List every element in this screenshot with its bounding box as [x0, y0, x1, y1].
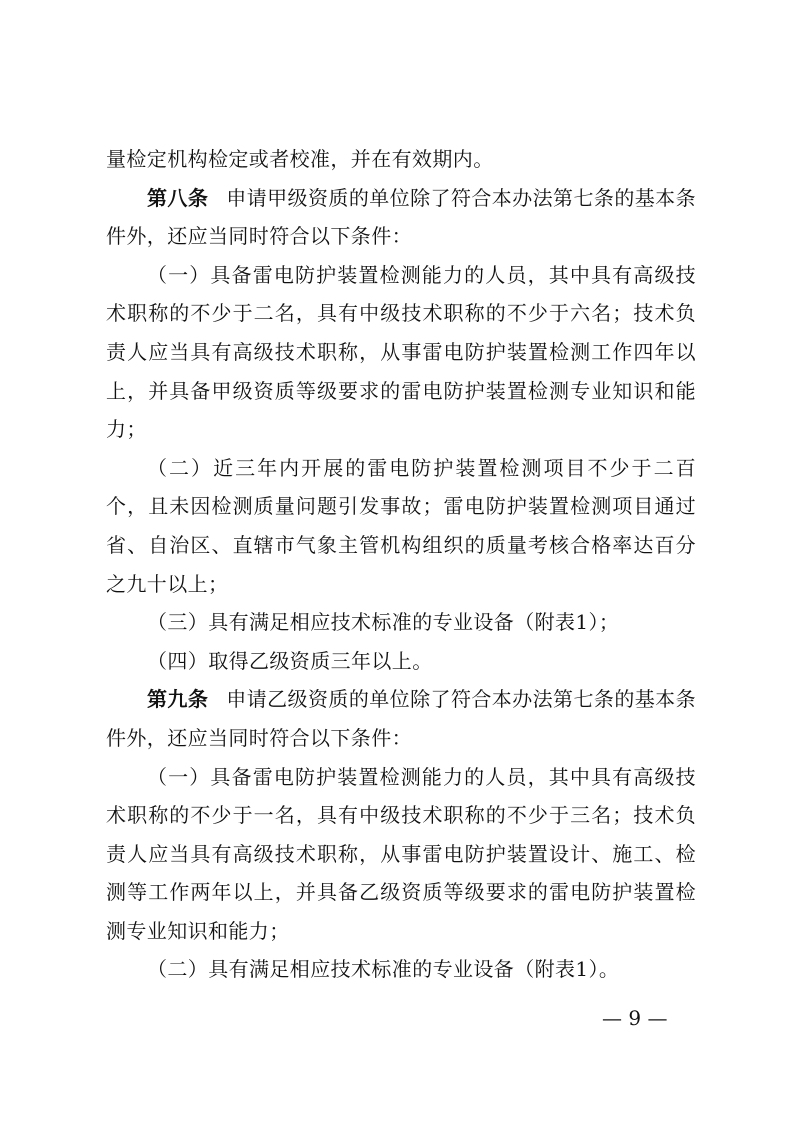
article-8 — [106, 179, 696, 256]
paragraph-continuation — [106, 140, 696, 179]
article-8-item-2 — [106, 449, 696, 603]
paragraph-text: （一）具备雷电防护装置检测能力的人员，其中具有高级技术职称的不少于一名，具有中级技术职称的不少于三名；技术负责人应当具有高级技术职称，从事雷电防护装置设计、施工、检测等工作两年以上，并具备乙级资质等级要求的雷电防护装置检测专业知识和能力； — [106, 764, 696, 943]
paragraph-text: （二）具有满足相应技术标准的专业设备（附表1）。 — [147, 957, 620, 982]
article-8-item-4 — [106, 642, 696, 681]
article-9-item-2 — [106, 950, 696, 989]
article-8-item-3 — [106, 603, 696, 642]
paragraph-text: 量检定机构检定或者校准，并在有效期内。 — [106, 147, 494, 171]
paragraph-text: 申请甲级资质的单位除了符合本办法第七条的基本条件外，还应当同时符合以下条件： — [106, 185, 697, 249]
article-9-item-1 — [106, 758, 696, 951]
article-8-item-1 — [106, 256, 696, 449]
paragraph-text: （三）具有满足相应技术标准的专业设备（附表1）； — [147, 610, 620, 635]
page-number: — 9 — — [602, 1006, 668, 1030]
article-heading: 第八条 — [147, 185, 209, 210]
document-body — [106, 140, 696, 989]
paragraph-text: （二）近三年内开展的雷电防护装置检测项目不少于二百个，且未因检测质量问题引发事故；雷电防护装置检测项目通过省、自治区、直辖市气象主管机构组织的质量考核合格率达百分之九十以上； — [106, 455, 696, 596]
article-heading: 第九条 — [147, 687, 209, 712]
paragraph-text: （四）取得乙级资质三年以上。 — [147, 648, 433, 673]
paragraph-text: 申请乙级资质的单位除了符合本办法第七条的基本条件外，还应当同时符合以下条件： — [106, 687, 697, 750]
paragraph-text: （一）具备雷电防护装置检测能力的人员，其中具有高级技术职称的不少于二名，具有中级技术职称的不少于六名；技术负责人应当具有高级技术职称，从事雷电防护装置检测工作四年以上，并具备甲级资质等级要求的雷电防护装置检测专业知识和能力； — [106, 262, 696, 442]
article-9 — [106, 680, 696, 757]
